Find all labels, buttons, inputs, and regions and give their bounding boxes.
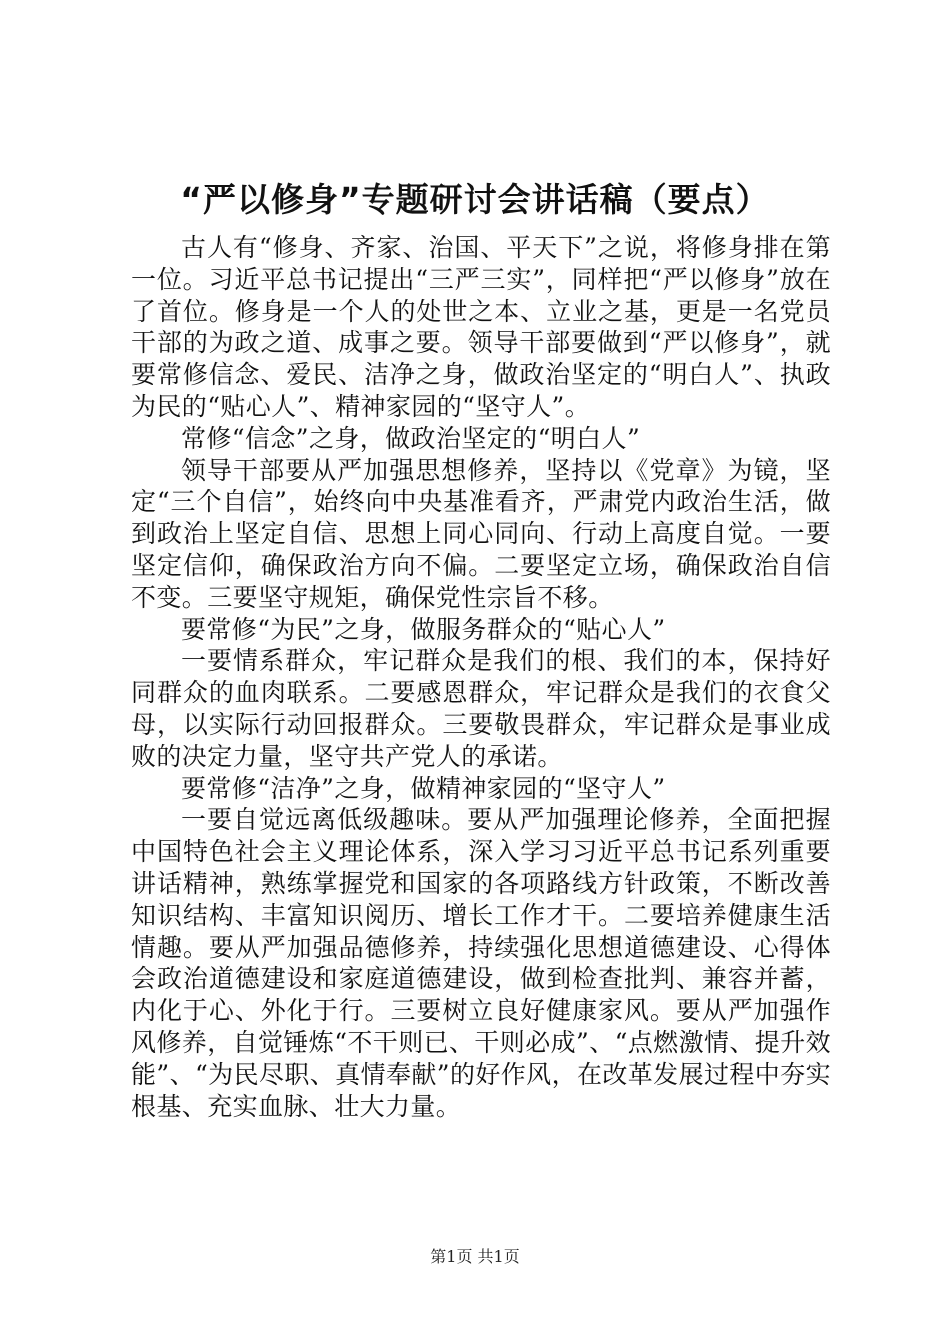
section-heading-people: 要常修“为民”之身，做服务群众的“贴心人” [181,614,666,644]
intro-paragraph: 古人有“修身、齐家、治国、平天下”之说，将修身排在第一位。习近平总书记提出“三严三实”，同样把“严以修身”放在了首位。修身是一个人的处世之本、立业之基，更是一名党员干部的为政之道、成事之要。领导干部要做到“严以修身”，就要常修信念、爱民、洁净之身，做政治坚定的“明白人”、执政为民的“贴心人”、精神家园的“坚守人”。 [131,233,831,421]
page-number-footer: 第1页 共1页 [430,1247,520,1266]
section-paragraph-integrity: 一要自觉远离低级趣味。要从严加强理论修养，全面把握中国特色社会主义理论体系，深入学习习近平总书记系列重要讲话精神，熟练掌握党和国家的各项路线方针政策，不断改善知识结构、丰富知识阅历、增长工作才干。二要培养健康生活情趣。要从严加强品德修养，持续强化思想道德建设、心得体会政治道德建设和家庭道德建设，做到检查批判、兼容并蓄，内化于心、外化于行。三要树立良好健康家风。要从严加强作风修养，自觉锤炼“不干则已、干则必成”、“点燃激情、提升效能”、“为民尽职、真情奉献”的好作风，在改革发展过程中夯实根基、充实血脉、壮大力量。 [131,805,831,1121]
document-body [131,232,831,1122]
section-paragraph-people: 一要情系群众，牢记群众是我们的根、我们的本，保持好同群众的血肉联系。二要感恩群众，牢记群众是我们的衣食父母，以实际行动回报群众。三要敬畏群众，牢记群众是事业成败的决定力量，坚守共产党人的承诺。 [131,646,831,771]
section-heading-integrity: 要常修“洁净”之身，做精神家园的“坚守人” [181,773,666,803]
section-paragraph-belief: 领导干部要从严加强思想修养，坚持以《党章》为镜，坚定“三个自信”，始终向中央基准看齐，严肃党内政治生活，做到政治上坚定自信、思想上同心同向、行动上高度自觉。一要坚定信仰，确保政治方向不偏。二要坚定立场，确保政治自信不变。三要坚守规矩，确保党性宗旨不移。 [131,455,831,612]
section-heading-belief: 常修“信念”之身，做政治坚定的“明白人” [181,423,641,453]
document-title: “严以修身”专题研讨会讲话稿（要点） [180,180,770,219]
